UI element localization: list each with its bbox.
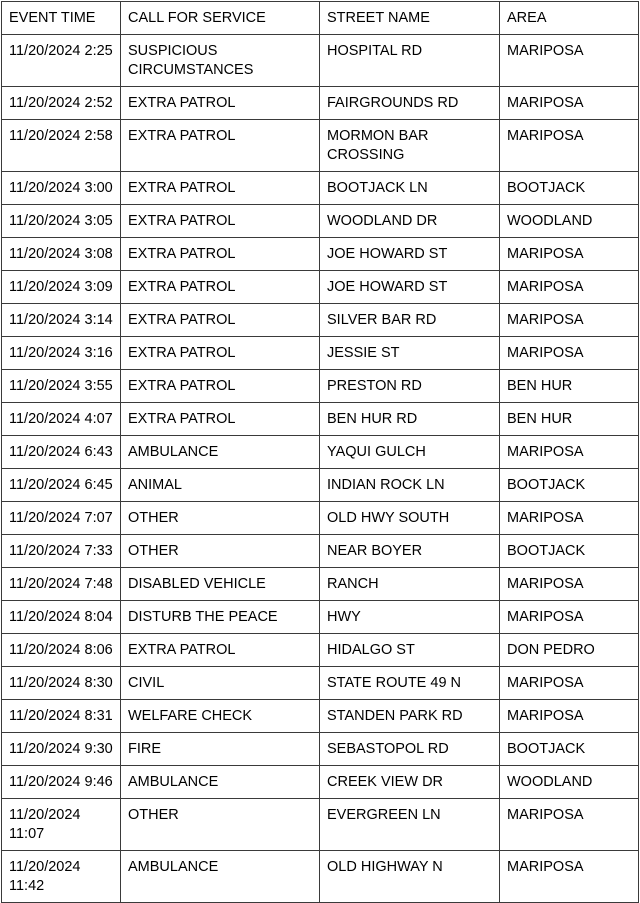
street-name-cell: FAIRGROUNDS RD [320, 87, 500, 120]
event-time-cell: 11/20/2024 8:06 [2, 634, 121, 667]
area-cell: MARIPOSA [500, 851, 639, 903]
table-row [2, 436, 639, 469]
area-cell: MARIPOSA [500, 304, 639, 337]
call-for-service-cell: AMBULANCE [121, 766, 320, 799]
call-for-service-cell: OTHER [121, 502, 320, 535]
event-time-cell: 11/20/2024 2:25 [2, 35, 121, 87]
area-cell: BOOTJACK [500, 172, 639, 205]
area-cell: DON PEDRO [500, 634, 639, 667]
table-row [2, 271, 639, 304]
street-name-cell: CREEK VIEW DR [320, 766, 500, 799]
table-row [2, 634, 639, 667]
call-for-service-cell: AMBULANCE [121, 851, 320, 903]
header-area: AREA [500, 2, 639, 35]
area-cell: BOOTJACK [500, 733, 639, 766]
area-cell: MARIPOSA [500, 238, 639, 271]
call-for-service-cell: CIVIL [121, 667, 320, 700]
table-header-row [2, 2, 639, 35]
table-row [2, 535, 639, 568]
street-name-cell: MORMON BAR CROSSING [320, 120, 500, 172]
table-row [2, 337, 639, 370]
street-name-cell: JOE HOWARD ST [320, 238, 500, 271]
call-for-service-cell: EXTRA PATROL [121, 634, 320, 667]
event-time-cell: 11/20/2024 3:00 [2, 172, 121, 205]
area-cell: MARIPOSA [500, 271, 639, 304]
table-row [2, 87, 639, 120]
street-name-cell: BOOTJACK LN [320, 172, 500, 205]
event-time-cell: 11/20/2024 3:09 [2, 271, 121, 304]
table-row [2, 469, 639, 502]
street-name-cell: SILVER BAR RD [320, 304, 500, 337]
call-for-service-cell: EXTRA PATROL [121, 238, 320, 271]
call-for-service-cell: EXTRA PATROL [121, 172, 320, 205]
area-cell: MARIPOSA [500, 436, 639, 469]
area-cell: MARIPOSA [500, 120, 639, 172]
street-name-cell: OLD HIGHWAY N [320, 851, 500, 903]
street-name-cell: NEAR BOYER [320, 535, 500, 568]
event-time-cell: 11/20/2024 6:45 [2, 469, 121, 502]
area-cell: WOODLAND [500, 766, 639, 799]
table-row [2, 35, 639, 87]
area-cell: MARIPOSA [500, 601, 639, 634]
event-time-cell: 11/20/2024 2:58 [2, 120, 121, 172]
street-name-cell: OLD HWY SOUTH [320, 502, 500, 535]
table-row [2, 667, 639, 700]
event-time-cell: 11/20/2024 8:31 [2, 700, 121, 733]
event-time-cell: 11/20/2024 4:07 [2, 403, 121, 436]
event-time-cell: 11/20/2024 7:07 [2, 502, 121, 535]
area-cell: MARIPOSA [500, 667, 639, 700]
table-row [2, 370, 639, 403]
event-time-cell: 11/20/2024 8:30 [2, 667, 121, 700]
call-for-service-cell: FIRE [121, 733, 320, 766]
call-for-service-cell: SUSPICIOUS CIRCUMSTANCES [121, 35, 320, 87]
table-row [2, 304, 639, 337]
call-for-service-cell: DISTURB THE PEACE [121, 601, 320, 634]
area-cell: MARIPOSA [500, 337, 639, 370]
street-name-cell: INDIAN ROCK LN [320, 469, 500, 502]
table-row [2, 766, 639, 799]
street-name-cell: STATE ROUTE 49 N [320, 667, 500, 700]
area-cell: MARIPOSA [500, 568, 639, 601]
area-cell: BEN HUR [500, 403, 639, 436]
table-row [2, 502, 639, 535]
street-name-cell: SEBASTOPOL RD [320, 733, 500, 766]
street-name-cell: EVERGREEN LN [320, 799, 500, 851]
street-name-cell: YAQUI GULCH [320, 436, 500, 469]
table-row [2, 601, 639, 634]
call-for-service-cell: EXTRA PATROL [121, 370, 320, 403]
table-row [2, 205, 639, 238]
event-time-cell: 11/20/2024 6:43 [2, 436, 121, 469]
header-call-for-service: CALL FOR SERVICE [121, 2, 320, 35]
event-time-cell: 11/20/2024 7:48 [2, 568, 121, 601]
table-row [2, 120, 639, 172]
table-row [2, 733, 639, 766]
call-for-service-cell: OTHER [121, 799, 320, 851]
table-row [2, 799, 639, 851]
call-for-service-cell: EXTRA PATROL [121, 87, 320, 120]
area-cell: MARIPOSA [500, 502, 639, 535]
area-cell: BEN HUR [500, 370, 639, 403]
event-time-cell: 11/20/2024 3:08 [2, 238, 121, 271]
area-cell: MARIPOSA [500, 700, 639, 733]
header-event-time: EVENT TIME [2, 2, 121, 35]
area-cell: WOODLAND [500, 205, 639, 238]
table-row [2, 238, 639, 271]
call-for-service-cell: OTHER [121, 535, 320, 568]
street-name-cell: WOODLAND DR [320, 205, 500, 238]
event-time-cell: 11/20/2024 11:07 [2, 799, 121, 851]
call-log-table [1, 1, 639, 903]
call-for-service-cell: WELFARE CHECK [121, 700, 320, 733]
table-row [2, 851, 639, 903]
street-name-cell: HOSPITAL RD [320, 35, 500, 87]
street-name-cell: HIDALGO ST [320, 634, 500, 667]
header-street-name: STREET NAME [320, 2, 500, 35]
table-body [2, 35, 639, 903]
event-time-cell: 11/20/2024 3:14 [2, 304, 121, 337]
area-cell: BOOTJACK [500, 535, 639, 568]
street-name-cell: JOE HOWARD ST [320, 271, 500, 304]
street-name-cell: RANCH [320, 568, 500, 601]
event-time-cell: 11/20/2024 3:05 [2, 205, 121, 238]
call-for-service-cell: EXTRA PATROL [121, 403, 320, 436]
table-row [2, 172, 639, 205]
event-time-cell: 11/20/2024 2:52 [2, 87, 121, 120]
event-time-cell: 11/20/2024 3:55 [2, 370, 121, 403]
street-name-cell: PRESTON RD [320, 370, 500, 403]
area-cell: BOOTJACK [500, 469, 639, 502]
table-row [2, 403, 639, 436]
call-for-service-cell: DISABLED VEHICLE [121, 568, 320, 601]
call-for-service-cell: EXTRA PATROL [121, 337, 320, 370]
street-name-cell: HWY [320, 601, 500, 634]
area-cell: MARIPOSA [500, 87, 639, 120]
area-cell: MARIPOSA [500, 799, 639, 851]
call-for-service-cell: EXTRA PATROL [121, 205, 320, 238]
table-row [2, 700, 639, 733]
street-name-cell: BEN HUR RD [320, 403, 500, 436]
table-row [2, 568, 639, 601]
event-time-cell: 11/20/2024 9:30 [2, 733, 121, 766]
call-for-service-cell: EXTRA PATROL [121, 120, 320, 172]
event-time-cell: 11/20/2024 8:04 [2, 601, 121, 634]
call-for-service-cell: EXTRA PATROL [121, 271, 320, 304]
call-for-service-cell: EXTRA PATROL [121, 304, 320, 337]
event-time-cell: 11/20/2024 9:46 [2, 766, 121, 799]
event-time-cell: 11/20/2024 11:42 [2, 851, 121, 903]
event-time-cell: 11/20/2024 7:33 [2, 535, 121, 568]
street-name-cell: JESSIE ST [320, 337, 500, 370]
street-name-cell: STANDEN PARK RD [320, 700, 500, 733]
area-cell: MARIPOSA [500, 35, 639, 87]
call-for-service-cell: AMBULANCE [121, 436, 320, 469]
call-for-service-cell: ANIMAL [121, 469, 320, 502]
event-time-cell: 11/20/2024 3:16 [2, 337, 121, 370]
